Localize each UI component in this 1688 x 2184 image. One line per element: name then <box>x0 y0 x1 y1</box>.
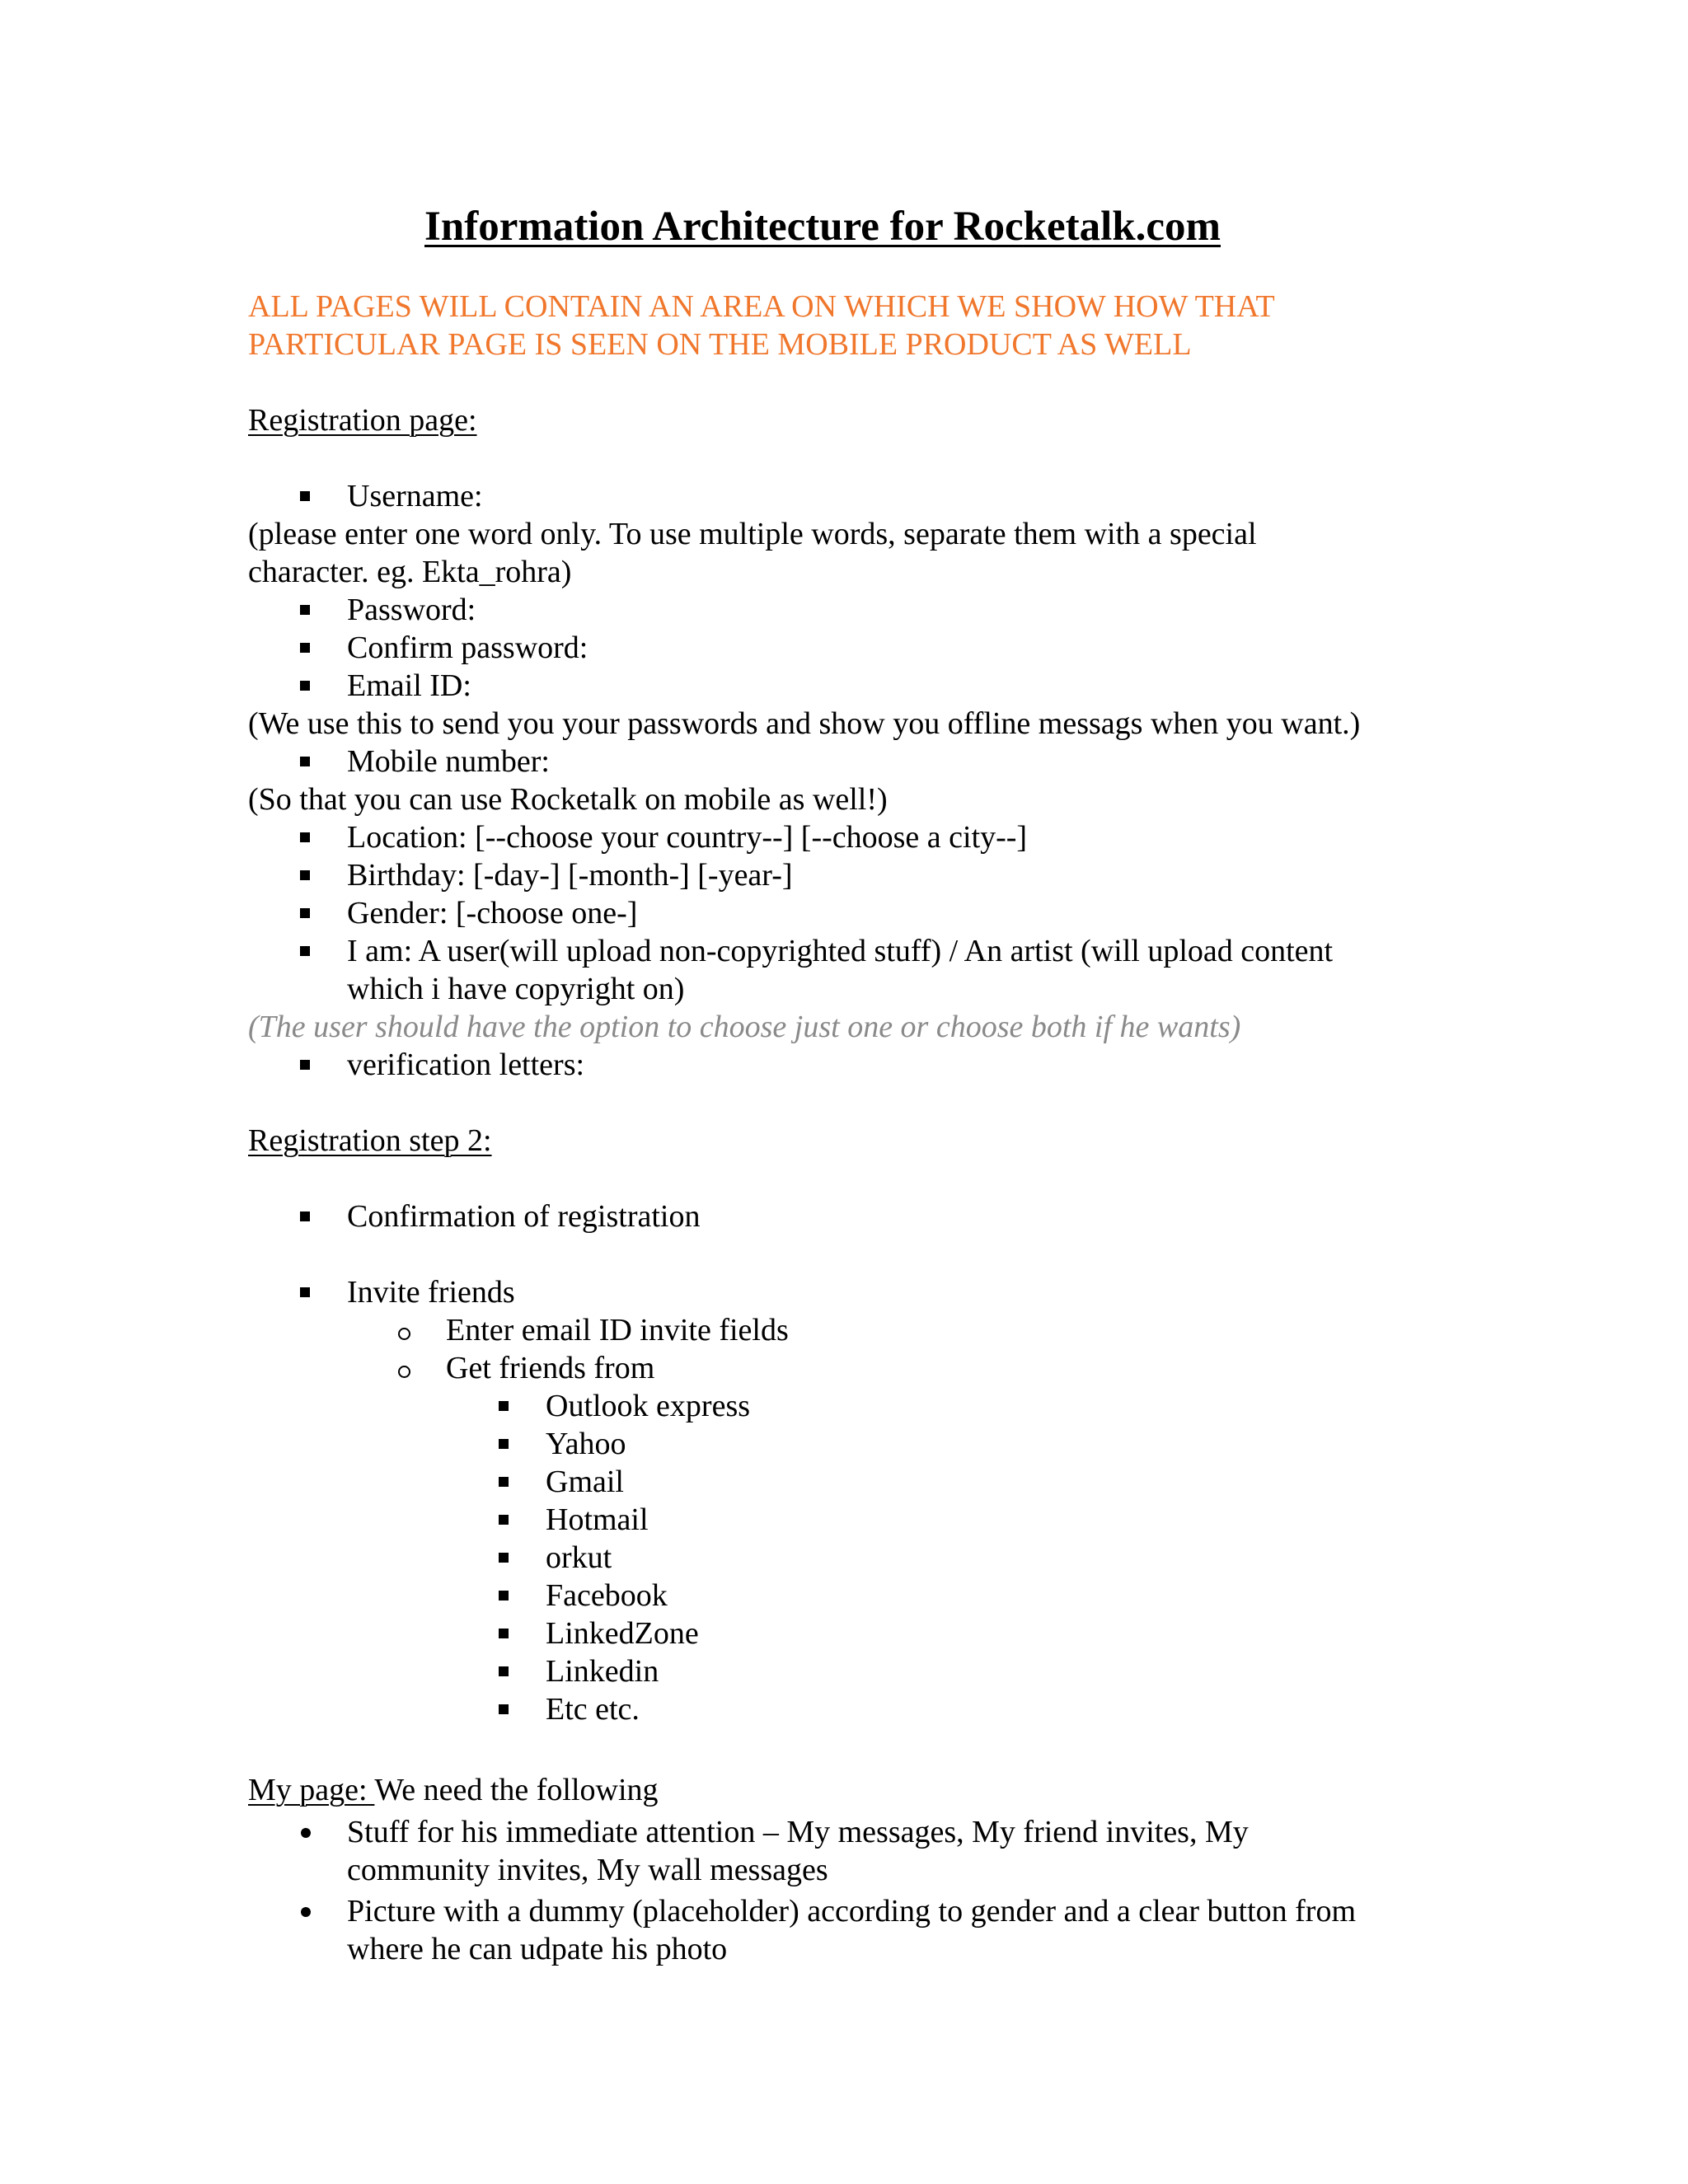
mypage-heading: My page: <box>248 1773 375 1807</box>
square-bullet-icon <box>499 1477 509 1487</box>
step2-invite-friends: Invite friends <box>347 1275 515 1310</box>
square-bullet-icon <box>300 1060 310 1070</box>
mypage-item-2-line-2: where he can udpate his photo <box>347 1932 728 1966</box>
source-item: Facebook <box>546 1578 668 1613</box>
mypage-item-1-line-1: Stuff for his immediate attention – My messages, My friend invites, My <box>347 1815 1249 1849</box>
square-bullet-icon <box>300 757 310 766</box>
square-bullet-icon <box>300 870 310 880</box>
square-bullet-icon <box>300 832 310 842</box>
notice-line-2: PARTICULAR PAGE IS SEEN ON THE MOBILE PRODUCT AS WELL <box>248 327 1192 362</box>
mypage-heading-line <box>248 1771 659 1809</box>
field-mobile: Mobile number: <box>347 744 550 779</box>
field-location: Location: [--choose your country--] [--choose a city--] <box>347 820 1028 855</box>
username-note-line-1: (please enter one word only. To use multiple words, separate them with a special <box>248 517 1257 551</box>
square-bullet-icon <box>499 1704 509 1714</box>
source-item: orkut <box>546 1540 612 1575</box>
field-password: Password: <box>347 593 476 627</box>
mypage-item-2-line-1: Picture with a dummy (placeholder) according to gender and a clear button from <box>347 1894 1356 1929</box>
username-note-line-2: character. eg. Ekta_rohra) <box>248 555 572 589</box>
round-bullet-icon <box>301 1907 311 1917</box>
source-item: Linkedin <box>546 1654 659 1689</box>
square-bullet-icon <box>499 1629 509 1638</box>
notice-line-1: ALL PAGES WILL CONTAIN AN AREA ON WHICH WE SHOW HOW THAT <box>248 289 1275 324</box>
field-gender: Gender: [-choose one-] <box>347 896 638 930</box>
square-bullet-icon <box>499 1591 509 1601</box>
field-i-am-line-2: which i have copyright on) <box>347 972 685 1006</box>
square-bullet-icon <box>499 1666 509 1676</box>
registration-heading: Registration page: <box>248 403 477 438</box>
square-bullet-icon <box>499 1515 509 1525</box>
square-bullet-icon <box>300 643 310 653</box>
square-bullet-icon <box>499 1401 509 1411</box>
source-item: Etc etc. <box>546 1692 640 1727</box>
source-item: Yahoo <box>546 1427 626 1461</box>
step2-get-friends: Get friends from <box>446 1351 655 1385</box>
source-item: Gmail <box>546 1465 624 1499</box>
mypage-heading-rest: We need the following <box>374 1773 659 1807</box>
square-bullet-icon <box>300 491 310 501</box>
circle-bullet-icon <box>398 1366 410 1378</box>
square-bullet-icon <box>499 1553 509 1563</box>
field-verification: verification letters: <box>347 1047 585 1082</box>
square-bullet-icon <box>300 946 310 956</box>
field-confirm-password: Confirm password: <box>347 630 588 665</box>
source-item: Outlook express <box>546 1389 751 1423</box>
circle-bullet-icon <box>398 1328 410 1340</box>
step2-heading: Registration step 2: <box>248 1123 492 1158</box>
step2-enter-email: Enter email ID invite fields <box>446 1313 789 1347</box>
document-title: Information Architecture for Rocketalk.com <box>424 204 1221 250</box>
field-email: Email ID: <box>347 668 471 703</box>
round-bullet-icon <box>301 1828 311 1838</box>
field-i-am-line-1: I am: A user(will upload non-copyrighted stuff) / An artist (will upload content <box>347 934 1334 968</box>
square-bullet-icon <box>300 605 310 615</box>
mobile-note: (So that you can use Rocketalk on mobile as well!) <box>248 782 888 817</box>
square-bullet-icon <box>300 1287 310 1297</box>
i-am-note: (The user should have the option to choose just one or choose both if he wants) <box>248 1010 1241 1044</box>
source-item: Hotmail <box>546 1502 649 1537</box>
field-username: Username: <box>347 479 483 513</box>
square-bullet-icon <box>499 1439 509 1449</box>
square-bullet-icon <box>300 1212 310 1221</box>
square-bullet-icon <box>300 908 310 918</box>
mypage-item-1-line-2: community invites, My wall messages <box>347 1853 828 1887</box>
email-note: (We use this to send you your passwords and show you offline messags when you want.) <box>248 706 1361 741</box>
source-item: LinkedZone <box>546 1616 699 1651</box>
square-bullet-icon <box>300 681 310 691</box>
field-birthday: Birthday: [-day-] [-month-] [-year-] <box>347 858 793 893</box>
step2-confirmation: Confirmation of registration <box>347 1199 701 1234</box>
